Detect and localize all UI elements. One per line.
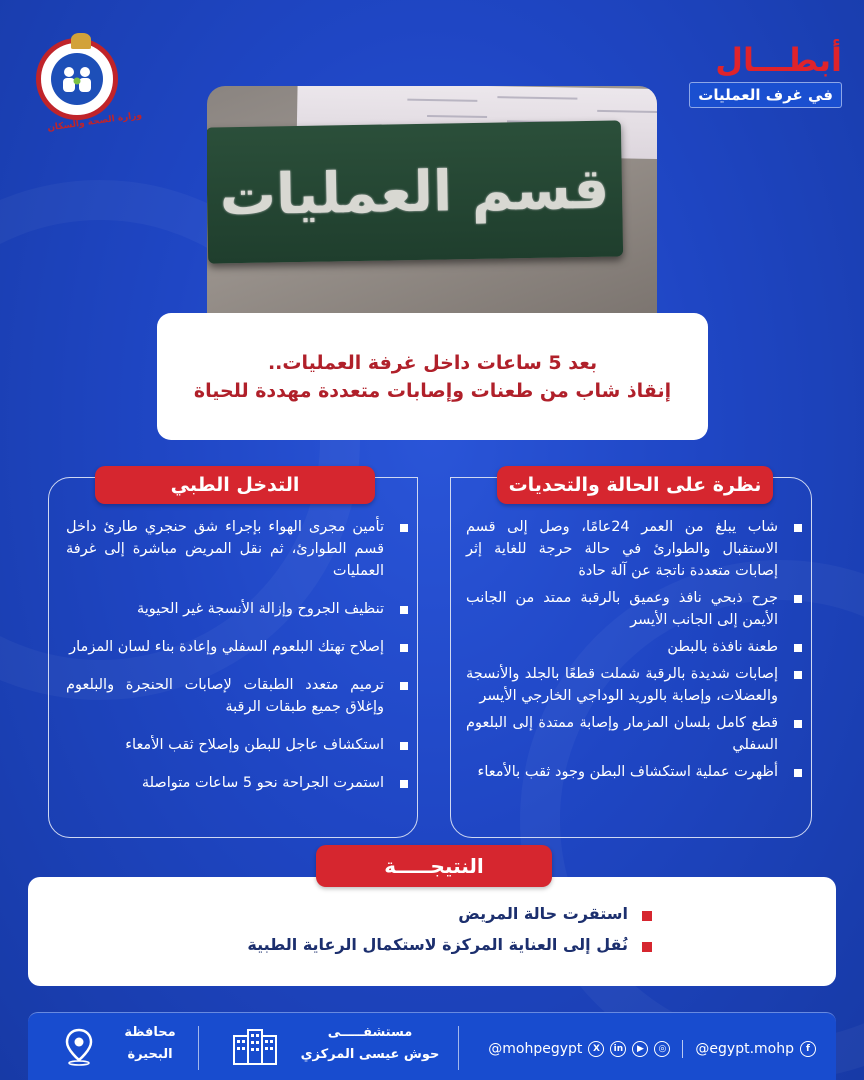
governorate-name: البحيرة <box>127 1047 173 1062</box>
hospital-name: حوش عيسى المركزي <box>300 1047 440 1062</box>
list-item: قطع كامل بلسان المزمار وإصابة ممتدة إلى البلعوم السفلي <box>466 712 802 756</box>
instagram-icon[interactable]: ◎ <box>654 1041 670 1057</box>
brand-subtitle: في غرف العمليات <box>689 82 842 108</box>
ministry-emblem-icon <box>51 53 103 105</box>
location-pin-icon <box>64 1028 94 1066</box>
result-title: النتيجـــــة <box>316 845 552 887</box>
medical-intervention-title: التدخل الطبي <box>95 466 375 504</box>
sign-text: قسم العمليات <box>219 156 610 228</box>
list-item: جرح ذبحي نافذ وعميق بالرقبة ممتد من الجانب الأيمن إلى الجانب الأيسر <box>466 587 802 631</box>
operations-sign-photo <box>207 86 657 314</box>
headline-line-2: إنقاذ شاب من طعنات وإصابات متعددة مهددة للحياة <box>193 379 672 402</box>
facebook-handle[interactable]: @egypt.mohp <box>695 1041 794 1057</box>
linkedin-icon[interactable]: in <box>610 1041 626 1057</box>
campaign-brand <box>689 41 842 108</box>
medical-intervention-list <box>66 516 408 810</box>
case-overview-title: نظرة على الحالة والتحديات <box>497 466 773 504</box>
governorate-label: محافظة <box>124 1025 176 1040</box>
list-item: ترميم متعدد الطبقات لإصابات الحنجرة والبلعوم وإغلاق جميع طبقات الرقبة <box>66 674 408 718</box>
youtube-icon[interactable]: ▶ <box>632 1041 648 1057</box>
footer-divider <box>458 1026 459 1070</box>
logo-ring-text: وزارة الصحة والسكان <box>46 110 143 134</box>
list-item: تنظيف الجروح وإزالة الأنسجة غير الحيوية <box>66 598 408 620</box>
headline-card <box>157 313 708 440</box>
result-item: استقرت حالة المريض <box>247 904 652 923</box>
footer-divider <box>198 1026 199 1070</box>
hospital-building-icon <box>232 1028 278 1066</box>
list-item: أظهرت عملية استكشاف البطن وجود ثقب بالأمعاء <box>466 761 802 783</box>
list-item: طعنة نافذة بالبطن <box>466 636 802 658</box>
headline-line-1: بعد 5 ساعات داخل غرفة العمليات.. <box>267 351 598 374</box>
governorate-info <box>112 1022 188 1066</box>
facebook-icon[interactable]: f <box>800 1041 816 1057</box>
brand-title: أبطـــال <box>715 41 842 79</box>
hospital-label: مستشفـــــى <box>327 1025 413 1040</box>
list-item: استكشاف عاجل للبطن وإصلاح ثقب الأمعاء <box>66 734 408 756</box>
list-item: شاب يبلغ من العمر 24عامًا، وصل إلى قسم الاستقبال والطوارئ في حالة حرجة للغاية إثر إصابات متعددة ناتجة عن آلة حادة <box>466 516 802 582</box>
result-item: نُقل إلى العناية المركزة لاستكمال الرعاية الطبية <box>247 935 652 954</box>
social-separator <box>682 1040 683 1058</box>
case-overview-list <box>466 516 802 788</box>
social-handle[interactable]: @mohpegypt <box>488 1041 583 1057</box>
photo-sign <box>207 120 623 263</box>
list-item: تأمين مجرى الهواء بإجراء شق حنجري طارئ داخل قسم الطوارئ، ثم نقل المريض مباشرة إلى غرفة العمليات <box>66 516 408 582</box>
eagle-icon <box>71 33 91 49</box>
hospital-info <box>300 1022 440 1066</box>
result-list <box>247 904 652 966</box>
list-item: إصابات شديدة بالرقبة شملت قطعًا بالجلد والأنسجة والعضلات، وإصابة بالوريد الوداجي الخارجي الأيسر <box>466 663 802 707</box>
x-icon[interactable]: X <box>588 1041 604 1057</box>
social-handles <box>488 1040 816 1058</box>
list-item: إصلاح تهتك البلعوم السفلي وإعادة بناء لسان المزمار <box>66 636 408 658</box>
list-item: استمرت الجراحة نحو 5 ساعات متواصلة <box>66 772 408 794</box>
ministry-logo <box>36 38 143 134</box>
